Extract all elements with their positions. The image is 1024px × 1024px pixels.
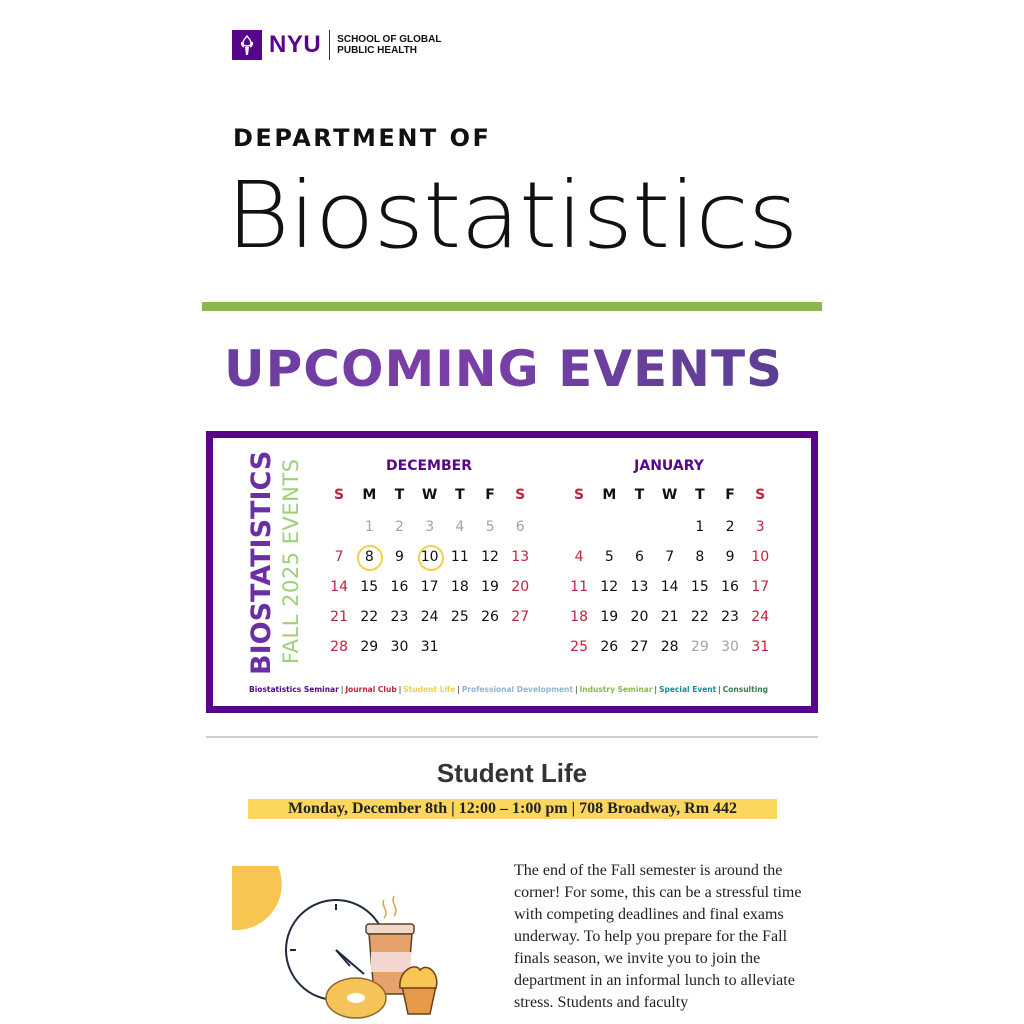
day-cell[interactable]: 19 (600, 609, 619, 625)
day-cell[interactable]: 26 (481, 609, 499, 625)
empty-day-cell (564, 512, 594, 542)
weekday-header: W (661, 487, 678, 503)
day-cell[interactable]: 18 (450, 579, 469, 595)
department-prefix: DEPARTMENT OF (233, 124, 492, 152)
day-cell[interactable]: 18 (570, 609, 588, 625)
day-cell[interactable]: 25 (450, 609, 469, 625)
day-cell[interactable]: 5 (485, 519, 495, 535)
empty-day-cell (655, 512, 685, 542)
legend-separator: | (654, 685, 658, 694)
event-datetime-location: Monday, December 8th | 12:00 – 1:00 pm | 708 Broadway, Rm 442 (248, 799, 777, 819)
legend-item: Consulting (722, 685, 768, 694)
day-cell[interactable]: 10 (751, 549, 770, 565)
day-cell[interactable]: 24 (751, 609, 770, 625)
day-cell[interactable]: 22 (360, 609, 379, 625)
day-cell[interactable]: 20 (511, 579, 530, 595)
day-cell[interactable]: 12 (600, 579, 619, 595)
day-cell[interactable]: 4 (574, 549, 584, 565)
section-divider (206, 736, 818, 738)
day-cell[interactable]: 27 (630, 639, 649, 655)
weekday-header: T (394, 487, 405, 503)
day-cell[interactable]: 20 (630, 609, 649, 625)
day-cell[interactable]: 15 (360, 579, 379, 595)
weekday-header: S (574, 487, 585, 503)
day-cell[interactable]: 4 (455, 519, 465, 535)
event-title: Student Life (436, 758, 588, 788)
day-cell[interactable]: 26 (600, 639, 619, 655)
calendar-side-subtitle: FALL 2025 EVENTS (279, 458, 303, 664)
day-cell[interactable]: 28 (330, 639, 348, 655)
day-cell[interactable]: 7 (665, 549, 675, 565)
legend-separator: | (718, 685, 721, 694)
day-cell[interactable]: 17 (751, 579, 770, 595)
day-cell[interactable]: 2 (725, 519, 735, 535)
day-cell[interactable]: 25 (570, 639, 588, 655)
day-cell[interactable]: 8 (695, 549, 705, 565)
day-cell[interactable]: 9 (725, 549, 735, 565)
empty-day-cell (594, 512, 624, 542)
day-cell[interactable]: 30 (721, 639, 739, 655)
quarter-circle-shape (232, 866, 282, 930)
day-cell[interactable]: 27 (511, 609, 530, 625)
month-january (564, 458, 774, 662)
day-cell[interactable]: 13 (630, 579, 649, 595)
month-december (324, 458, 534, 662)
weekday-header: S (334, 487, 345, 503)
day-cell[interactable]: 23 (721, 609, 739, 625)
legend-item: Journal Club (345, 685, 397, 694)
day-cell[interactable]: 29 (690, 639, 709, 655)
legend-item: Industry Seminar (579, 685, 653, 694)
day-cell[interactable]: 8 (354, 542, 384, 572)
day-cell[interactable]: 30 (390, 639, 409, 655)
day-cell[interactable]: 9 (395, 549, 404, 565)
weekday-header: T (695, 487, 705, 503)
coffee-clock-illustration (232, 866, 452, 1024)
weekday-header: F (725, 487, 735, 503)
cupcake-icon (400, 967, 437, 1014)
day-cell[interactable]: 19 (481, 579, 499, 595)
school-line-2: PUBLIC HEALTH (337, 45, 417, 56)
department-name: Biostatistics (226, 162, 798, 269)
day-cell[interactable]: 15 (690, 579, 709, 595)
day-cell[interactable]: 17 (420, 579, 439, 595)
day-cell[interactable]: 3 (425, 519, 435, 535)
calendar-side-title: BIOSTATISTICS (246, 450, 277, 675)
month-grid (564, 486, 774, 662)
day-cell[interactable]: 6 (515, 519, 525, 535)
day-cell[interactable]: 16 (721, 579, 739, 595)
empty-day-cell (324, 512, 354, 542)
day-cell[interactable]: 10 (415, 542, 445, 572)
month-grid (324, 486, 534, 662)
legend-item: Student Life (403, 685, 456, 694)
day-cell[interactable]: 31 (420, 639, 439, 655)
day-cell[interactable]: 1 (364, 519, 374, 535)
logo-divider (329, 30, 330, 60)
day-cell[interactable]: 16 (390, 579, 409, 595)
event-description: The end of the Fall semester is around the corner! For some, this can be a stressful time with competing deadlines and final exams underway. To help you prepare for the Fall finals season, we invite you to join the department in an informal lunch to alleviate stress. Students and faculty (514, 862, 802, 1011)
day-cell[interactable]: 7 (334, 549, 344, 565)
legend-separator: | (574, 685, 578, 694)
legend-item: Biostatistics Seminar (249, 685, 339, 694)
weekday-header: T (455, 487, 465, 503)
day-cell[interactable]: 3 (755, 519, 765, 535)
accent-divider (202, 302, 822, 311)
day-cell[interactable]: 21 (660, 609, 679, 625)
legend-item: Professional Development (461, 685, 573, 694)
weekday-header: F (485, 487, 495, 503)
day-cell[interactable]: 22 (690, 609, 709, 625)
weekday-header: S (515, 487, 526, 503)
day-cell[interactable]: 2 (395, 519, 404, 535)
weekday-header: M (602, 487, 617, 503)
legend-separator: | (340, 685, 344, 694)
empty-day-cell (624, 512, 654, 542)
day-cell[interactable]: 24 (420, 609, 439, 625)
nyu-logo[interactable] (232, 30, 441, 60)
torch-icon (232, 30, 262, 60)
logo-school-name (337, 34, 441, 56)
day-cell[interactable]: 28 (660, 639, 679, 655)
day-cell[interactable]: 14 (330, 579, 348, 595)
day-cell[interactable]: 13 (511, 549, 530, 565)
calendar-legend (249, 685, 768, 694)
month-name: DECEMBER (386, 458, 472, 474)
school-line-1: SCHOOL OF GLOBAL (337, 34, 442, 45)
day-cell[interactable]: 11 (570, 579, 588, 595)
legend-item: Special Event (659, 685, 717, 694)
day-cell[interactable]: 23 (390, 609, 409, 625)
day-cell[interactable]: 21 (330, 609, 348, 625)
day-cell[interactable]: 5 (604, 549, 614, 565)
day-cell[interactable]: 1 (695, 519, 705, 535)
weekday-header: S (755, 487, 766, 503)
day-cell[interactable]: 29 (360, 639, 379, 655)
legend-separator: | (398, 685, 402, 694)
day-cell[interactable]: 31 (751, 639, 770, 655)
day-cell[interactable]: 12 (481, 549, 499, 565)
upcoming-events-heading: UPCOMING EVENTS (224, 340, 784, 398)
day-cell[interactable]: 11 (450, 549, 469, 565)
bagel-icon (326, 978, 386, 1018)
month-name: JANUARY (634, 458, 704, 474)
day-cell[interactable]: 6 (635, 549, 644, 565)
weekday-header: W (421, 487, 438, 503)
weekday-header: T (634, 487, 645, 503)
logo-nyu-text: NYU (269, 31, 322, 58)
weekday-header: M (362, 487, 377, 503)
legend-separator: | (457, 685, 460, 694)
day-cell[interactable]: 14 (660, 579, 679, 595)
